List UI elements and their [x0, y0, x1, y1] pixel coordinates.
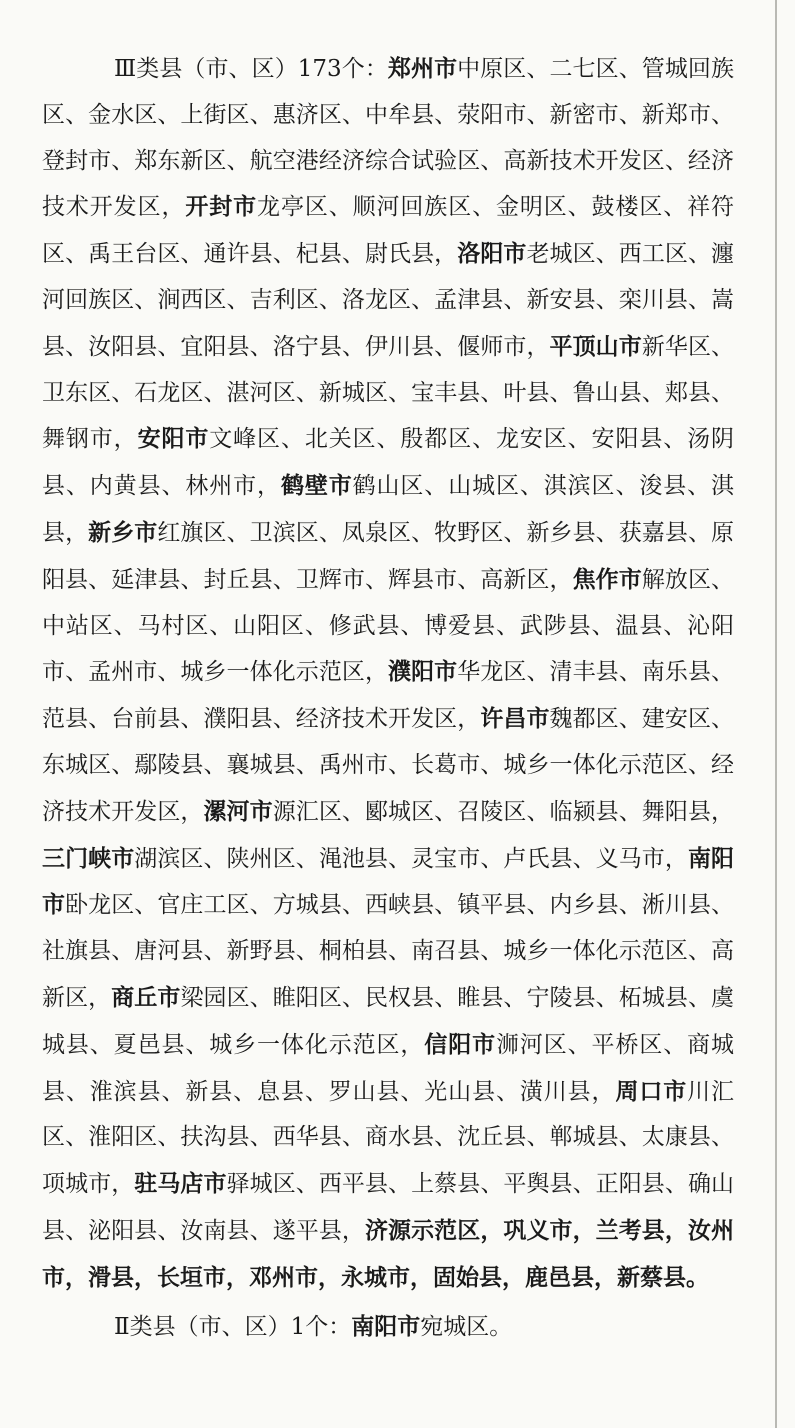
text-segment: 老城区、西工区、瀍河回族区、涧西区、吉利区、洛龙区、孟津县、新安县、栾川县、嵩县、汝阳县、宜阳县、洛宁县、伊川县、偃师市，: [42, 241, 735, 360]
city-name-puyang: 濮阳市: [388, 658, 458, 686]
city-name-zhengzhou: 郑州市: [387, 55, 458, 82]
text-segment: 鹤山区、山城区、淇滨区、浚县、淇县，: [42, 473, 735, 546]
document-page: [42, 46, 734, 1350]
text-segment: 川汇区、淮阳区、扶沟县、西华县、商水县、沈丘县、郸城县、太康县、项城市，: [42, 1078, 735, 1198]
text-segment: Ⅱ类县（市、区）1个：: [114, 1313, 352, 1340]
text-segment: 源汇区、郾城区、召陵区、临颍县、舞阳县，: [272, 798, 735, 825]
text-segment: 红旗区、卫滨区、凤泉区、牧野区、新乡县、获嘉县、原阳县、延津县、封丘县、卫辉市、辉县市、高新区，: [42, 519, 735, 593]
text-segment: 中原区、二七区、管城回族区、金水区、上街区、惠济区、中牟县、荥阳市、新密市、新郑市、登封市、郑东新区、航空港经济综合试验区、高新技术开发区、经济技术开发区，: [42, 56, 734, 221]
text-segment: 新华区、卫东区、石龙区、湛河区、新城区、宝丰县、叶县、鲁山县、郏县、舞钢市，: [42, 333, 735, 453]
city-name-luohe: 漯河市: [203, 797, 273, 825]
city-name-xuchang: 许昌市: [480, 705, 550, 733]
text-segment: 文峰区、北关区、殷都区、龙安区、安阳县、汤阴县、内黄县、林州市，: [42, 426, 735, 500]
text-segment: 华龙区、清丰县、南乐县、范县、台前县、濮阳县、经济技术开发区，: [42, 659, 735, 733]
city-name-pingdingshan: 平顶山市: [549, 332, 642, 360]
city-name-xinxiang: 新乡市: [88, 518, 158, 546]
city-name-shangqiu: 商丘市: [111, 983, 181, 1011]
text-segment: 湖滨区、陕州区、渑池县、灵宝市、卢氏县、义马市，: [134, 845, 688, 872]
text-segment: 驿城区、西平县、上蔡县、平舆县、正阳县、确山县、泌阳县、汝南县、遂平县，: [42, 1171, 735, 1244]
city-name-sanmenxia: 三门峡市: [42, 844, 135, 872]
city-name-nanyang: 南阳市: [42, 844, 735, 919]
city-name-kaifeng: 开封市: [185, 193, 258, 221]
text-segment: 梁园区、睢阳区、民权县、睢县、宁陵县、柘城县、虞城县、夏邑县、城乡一体化示范区，: [42, 984, 735, 1058]
text-segment: 浉河区、平桥区、商城县、淮滨县、新县、息县、罗山县、光山县、潢川县，: [42, 1031, 735, 1105]
text-segment: 魏都区、建安区、东城区、鄢陵县、襄城县、禹州市、长葛市、城乡一体化示范区、经济技术开发区，: [42, 706, 735, 825]
text-segment: 龙亭区、顺河回族区、金明区、鼓楼区、祥符区、禹王台区、通许县、杞县、尉氏县，: [42, 194, 735, 268]
paragraph-class-iii-counties: [42, 46, 734, 1302]
city-name-hebi: 鹤壁市: [280, 472, 353, 500]
directly-administered-list: 济源示范区，巩义市，兰考县，汝州市，滑县，长垣市，邓州市，永城市，固始县，鹿邑县，新蔡县。: [42, 1216, 735, 1291]
text-segment: Ⅲ类县（市、区）173个：: [114, 56, 388, 82]
city-name-anyang: 安阳市: [137, 425, 210, 453]
page-edge-shadow: [775, 0, 777, 1428]
city-name-luoyang: 洛阳市: [457, 240, 527, 268]
text-segment: 解放区、中站区、马村区、山阳区、修武县、博爱县、武陟县、温县、沁阳市、孟州市、城乡一体化示范区，: [42, 566, 735, 686]
text-segment: 卧龙区、官庄工区、方城县、西峡县、镇平县、内乡县、淅川县、社旗县、唐河县、新野县、桐柏县、南召县、城乡一体化示范区、高新区，: [42, 892, 735, 1011]
text-segment: 宛城区。: [420, 1313, 513, 1340]
city-name-xinyang: 信阳市: [424, 1030, 496, 1058]
city-name-zhoukou: 周口市: [615, 1077, 688, 1105]
paragraph-class-ii-counties: [42, 1304, 734, 1351]
city-name-zhumadian: 驻马店市: [134, 1170, 227, 1198]
city-name-nanyang: 南阳市: [351, 1312, 421, 1340]
city-name-jiaozuo: 焦作市: [572, 565, 642, 593]
